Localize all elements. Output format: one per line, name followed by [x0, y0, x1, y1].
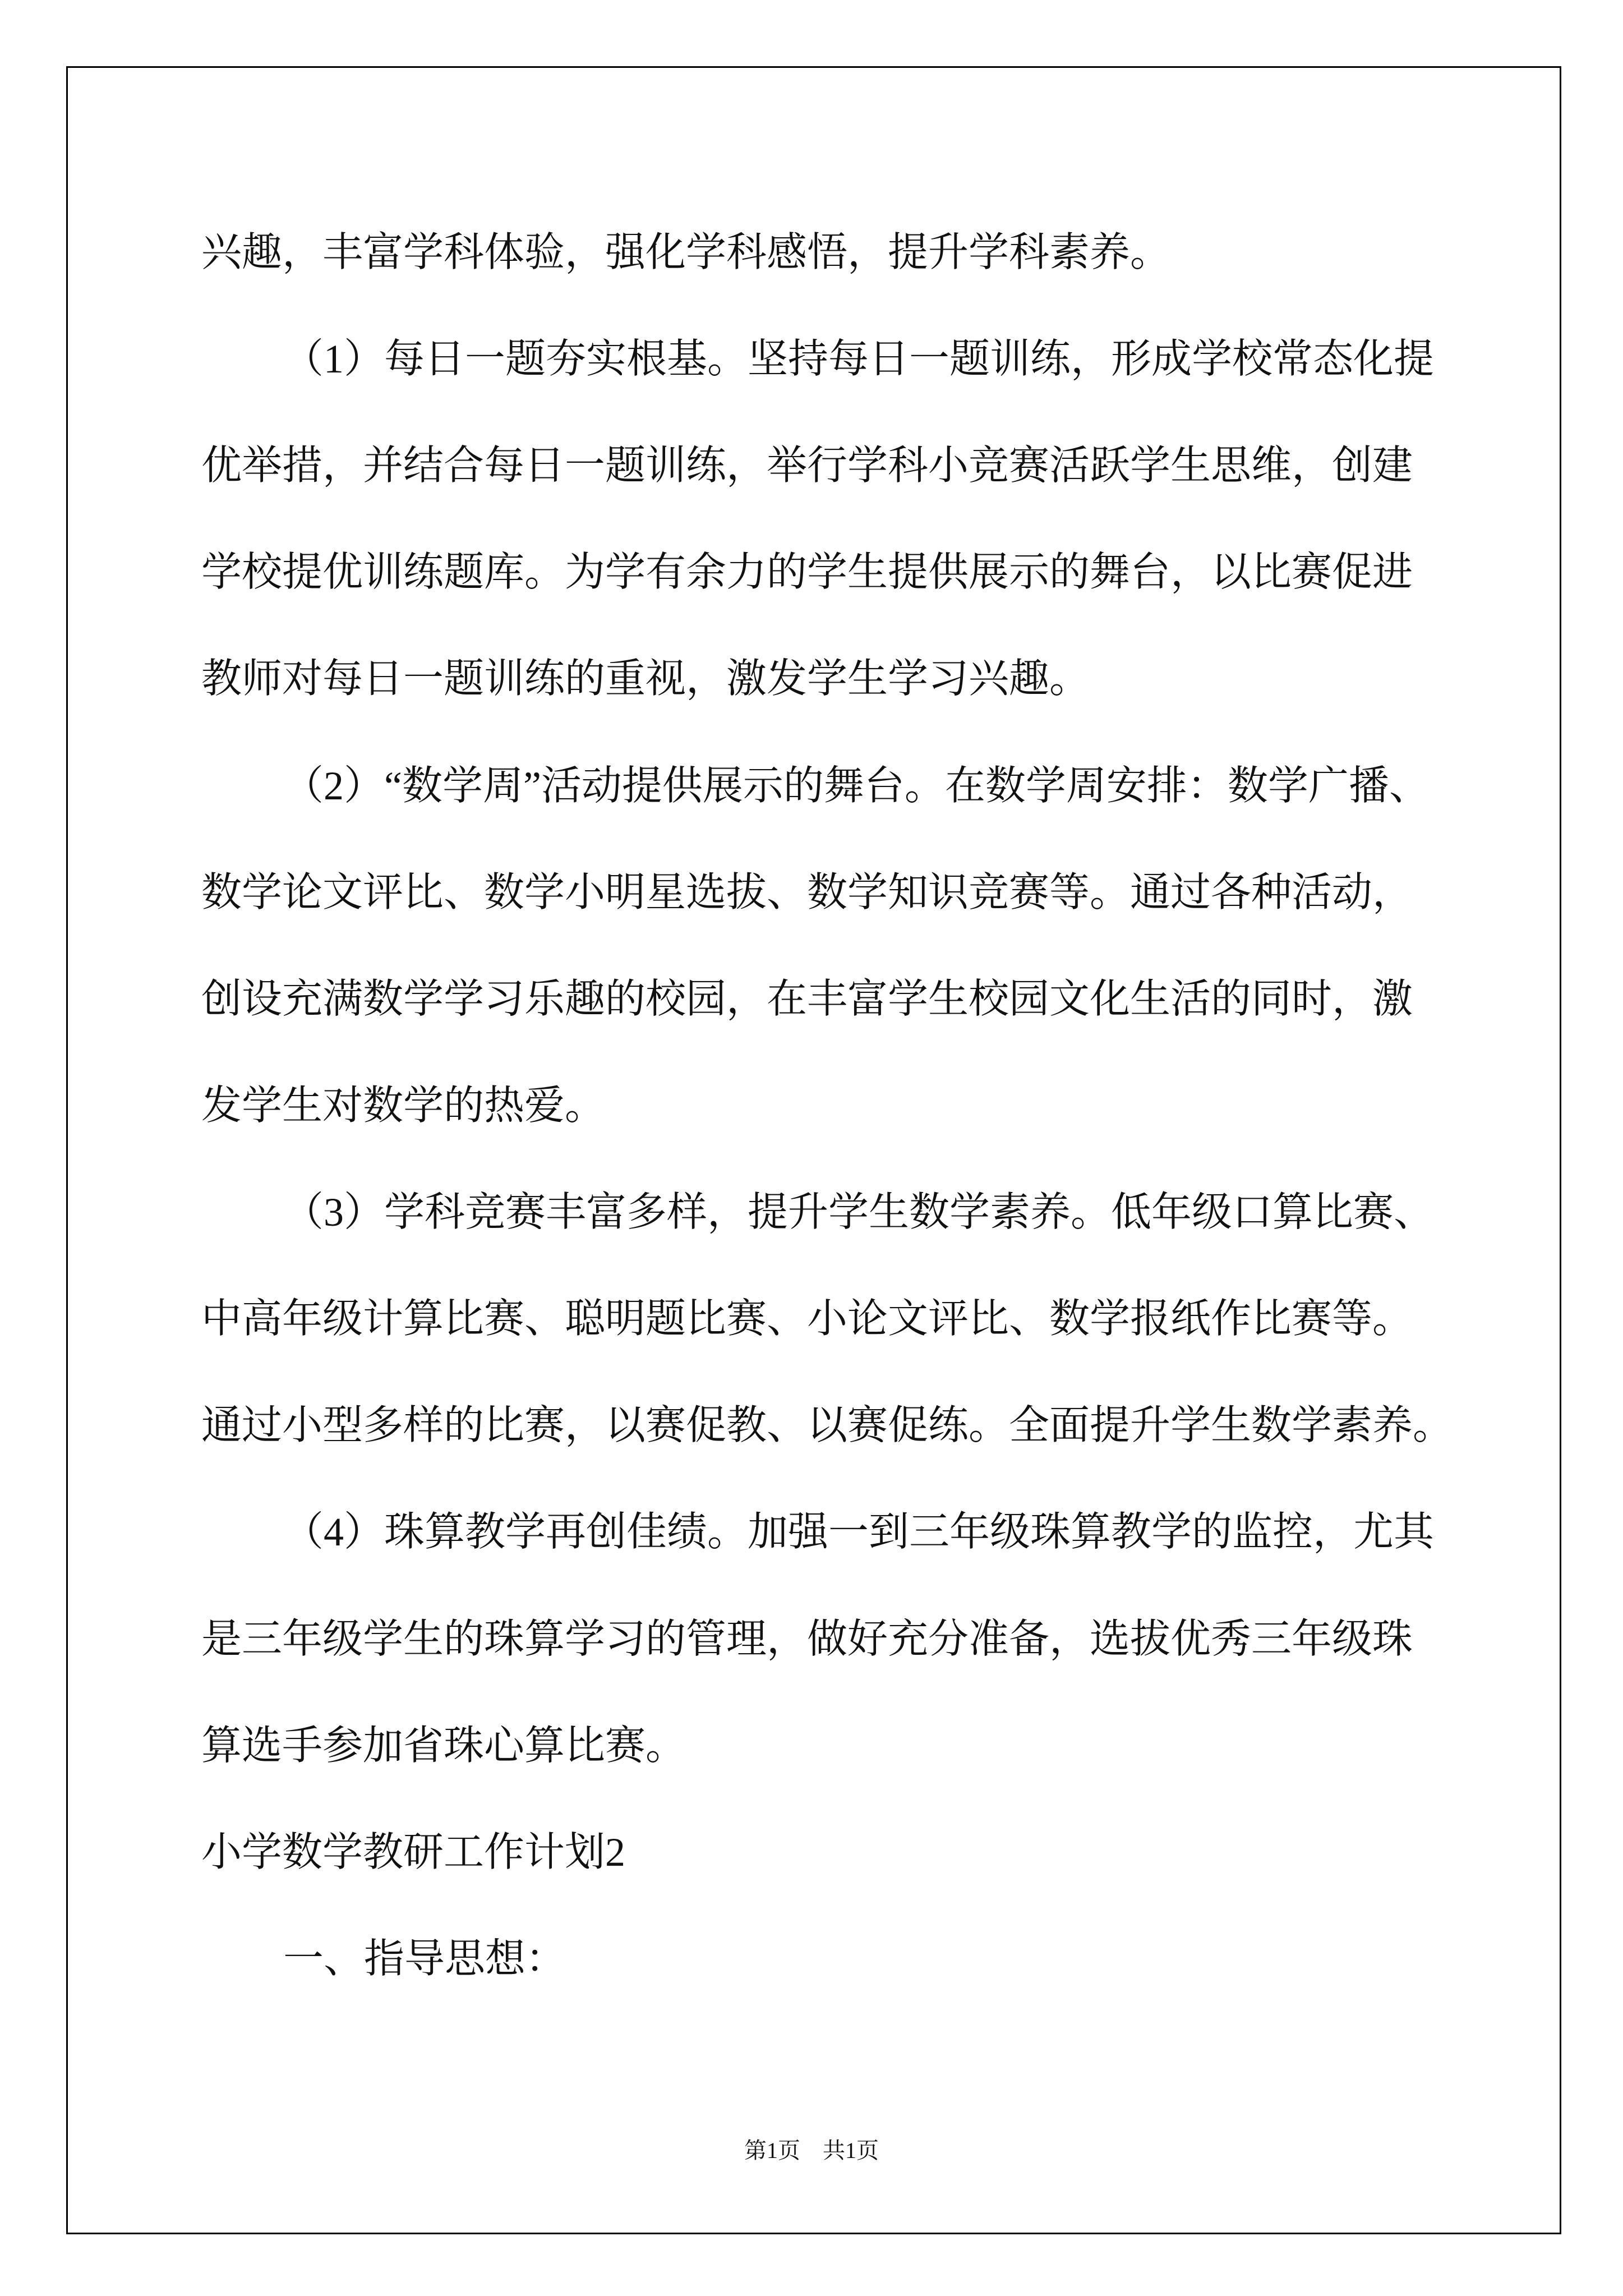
paragraph-line: 教师对每日一题训练的重视，激发学生学习兴趣。 — [201, 656, 1090, 701]
paragraph-line: （2）“数学周”活动提供展示的舞台。在数学周安排：数学广播、 — [283, 763, 1430, 808]
continued-text-line: 兴趣，丰富学科体验，强化学科感悟，提升学科素养。 — [201, 230, 1171, 275]
page-border — [66, 66, 1561, 2234]
paragraph-line: 数学论文评比、数学小明星选拔、数学知识竞赛等。通过各种活动， — [201, 870, 1413, 915]
page-number: 第1页 共1页 — [744, 2138, 879, 2163]
paragraph-line: （3）学科竞赛丰富多样，提升学生数学素养。低年级口算比赛、 — [283, 1190, 1435, 1235]
paragraph-line: （1）每日一题夯实根基。坚持每日一题训练，形成学校常态化提 — [283, 337, 1435, 381]
plan-title: 小学数学教研工作计划2 — [201, 1830, 626, 1875]
paragraph-line: 优举措，并结合每日一题训练，举行学科小竞赛活跃学生思维，创建 — [201, 443, 1413, 488]
paragraph-line: 算选手参加省珠心算比赛。 — [201, 1723, 686, 1768]
paragraph-line: （4）珠算教学再创佳绩。加强一到三年级珠算教学的监控，尤其 — [283, 1510, 1435, 1554]
paragraph-line: 创设充满数学学习乐趣的校园，在丰富学生校园文化生活的同时，激 — [201, 977, 1413, 1022]
paragraph-line: 是三年级学生的珠算学习的管理，做好充分准备，选拔优秀三年级珠 — [201, 1617, 1413, 1662]
paragraph-line: 中高年级计算比赛、聪明题比赛、小论文评比、数学报纸作比赛等。 — [201, 1296, 1413, 1341]
paragraph-line: 发学生对数学的热爱。 — [201, 1083, 606, 1128]
section-heading: 一、指导思想： — [283, 1936, 566, 1981]
paragraph-line: 学校提优训练题库。为学有余力的学生提供展示的舞台，以比赛促进 — [201, 550, 1413, 595]
paragraph-line: 通过小型多样的比赛，以赛促教、以赛促练。全面提升学生数学素养。 — [201, 1403, 1454, 1448]
